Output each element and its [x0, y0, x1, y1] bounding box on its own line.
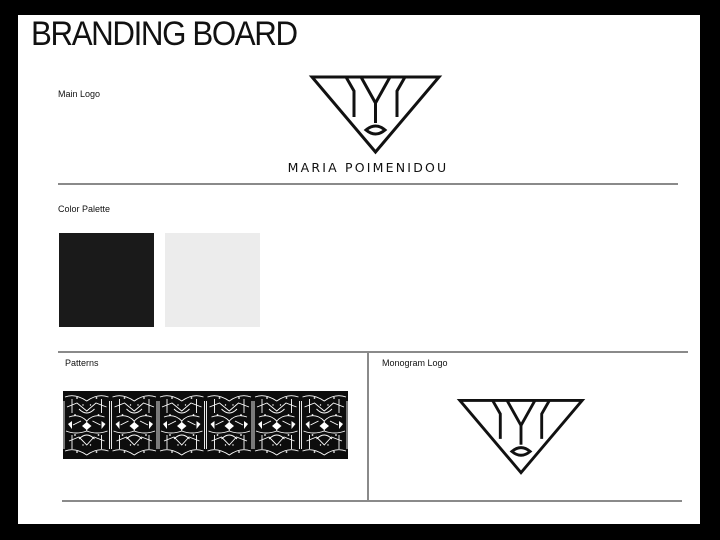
- vertical-divider: [367, 352, 369, 502]
- swatch-light-gray: [165, 233, 260, 327]
- branding-board: [18, 15, 700, 524]
- patterns-label: Patterns: [65, 358, 99, 368]
- divider: [58, 351, 688, 353]
- monogram-logo-label: Monogram Logo: [382, 358, 448, 368]
- monogram-logo-icon: [456, 398, 586, 476]
- main-logo-icon: [308, 75, 443, 155]
- main-logo-label: Main Logo: [58, 89, 101, 99]
- divider: [62, 500, 682, 502]
- color-palette-label: Color Palette: [58, 204, 111, 214]
- divider: [58, 183, 678, 185]
- swatch-black: [59, 233, 154, 327]
- main-logo-wordmark: MARIA POIMENIDOU: [287, 160, 449, 175]
- pattern-swatch: [63, 391, 348, 459]
- board-title: BRANDING BOARD: [31, 15, 297, 53]
